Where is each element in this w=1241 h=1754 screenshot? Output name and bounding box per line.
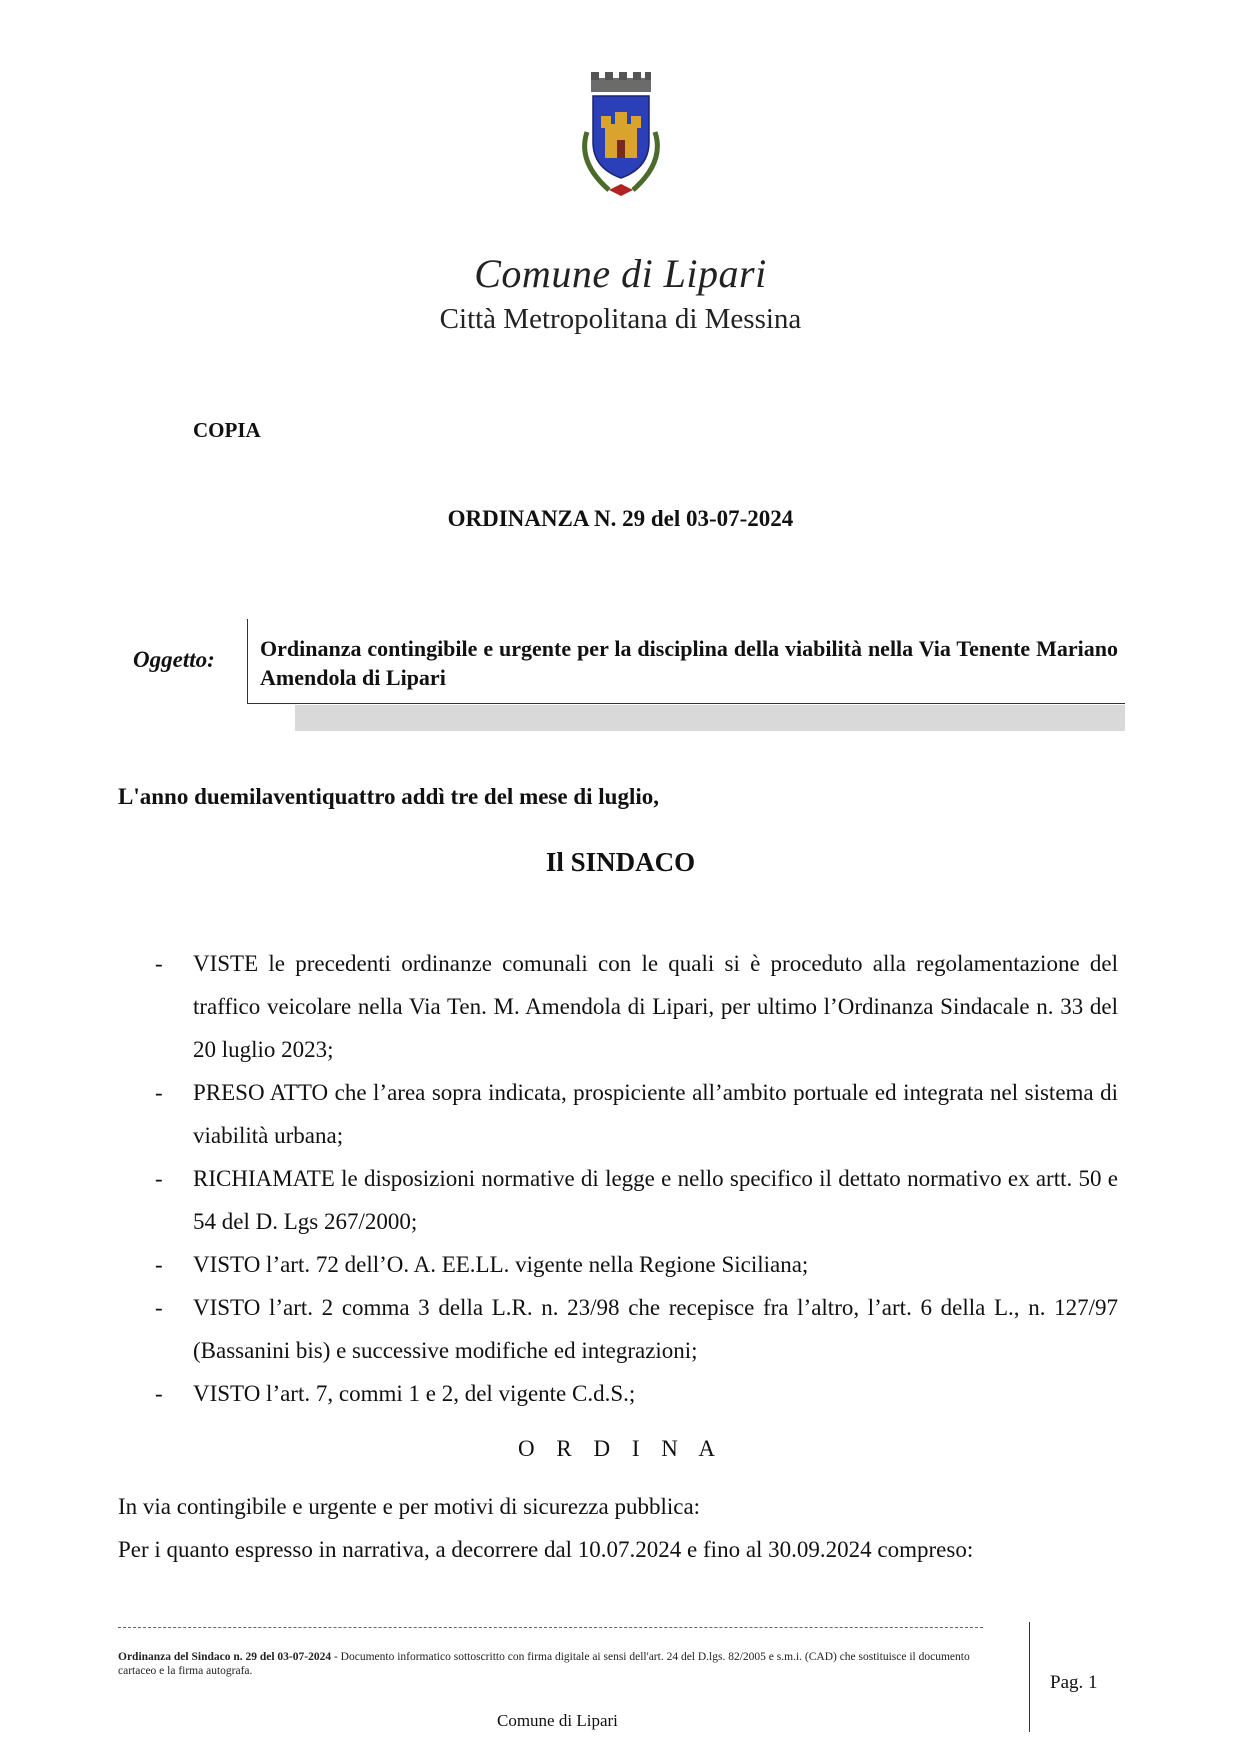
list-item-text: VISTE le precedenti ordinanze comunali con le quali si è proceduto alla regolamentazione del traffico veicolare nella Via Ten. M. Amendola di Lipari, per ultimo l’Ordinanza Sindacale n. 33 del 20 luglio 2023;	[193, 951, 1118, 1062]
list-item	[155, 1071, 1118, 1157]
list-item-text: PRESO ATTO che l’area sopra indicata, prospiciente all’ambito portuale ed integrata nel sistema di viabilità urbana;	[193, 1080, 1118, 1148]
citta-metropolitana: Città Metropolitana di Messina	[439, 303, 802, 335]
footer-comune: Comune di Lipari	[497, 1711, 618, 1730]
list-item	[155, 1157, 1118, 1243]
sindaco-heading: Il SINDACO	[545, 847, 696, 877]
footer-vertical-divider	[1029, 1622, 1030, 1732]
comune-title: Comune di Lipari	[474, 251, 767, 296]
list-dash: -	[155, 951, 163, 976]
intro-line: L'anno duemilaventiquattro addì tre del mese di luglio,	[118, 784, 659, 809]
copia-label: COPIA	[193, 418, 261, 442]
list-dash: -	[155, 1080, 163, 1105]
list-item-text: VISTO l’art. 7, commi 1 e 2, del vigente C.d.S.;	[193, 1381, 636, 1406]
oggetto-shadow	[295, 705, 1125, 731]
footer-divider	[118, 1627, 983, 1628]
footer-ref-text: - Documento informatico sottoscritto con firma digitale ai sensi dell'art. 24 del D.lgs. 82/2005 e s.m.i. (CAD) che sostituisce il documento cartaceo e la firma autografa.	[118, 1651, 970, 1677]
list-item-text: RICHIAMATE le disposizioni normative di legge e nello specifico il dettato normativo ex artt. 50 e 54 del D. Lgs 267/2000;	[193, 1166, 1118, 1234]
oggetto-label: Oggetto:	[133, 647, 215, 672]
page-number: Pag. 1	[1050, 1672, 1098, 1693]
considerations-list	[155, 942, 1118, 1415]
body-line-2: Per i quanto espresso in narrativa, a decorrere dal 10.07.2024 e fino al 30.09.2024 compreso:	[118, 1537, 974, 1562]
list-item-text: VISTO l’art. 2 comma 3 della L.R. n. 23/98 che recepisce fra l’altro, l’art. 6 della L., n. 127/97 (Bassanini bis) e successive modifiche ed integrazioni;	[193, 1295, 1118, 1363]
oggetto-text: Ordinanza contingibile e urgente per la disciplina della viabilità nella Via Tenente Mariano Amendola di Lipari	[260, 636, 1118, 690]
list-dash: -	[155, 1295, 163, 1320]
list-dash: -	[155, 1381, 163, 1406]
body-line-1: In via contingibile e urgente e per motivi di sicurezza pubblica:	[118, 1494, 701, 1519]
footer-note	[118, 1650, 1008, 1678]
list-item	[155, 1286, 1118, 1372]
list-item	[155, 1372, 1118, 1415]
list-dash: -	[155, 1166, 163, 1191]
list-item	[155, 942, 1118, 1071]
ordina-heading: O R D I N A	[518, 1436, 723, 1461]
list-item	[155, 1243, 1118, 1286]
list-dash: -	[155, 1252, 163, 1277]
list-item-text: VISTO l’art. 72 dell’O. A. EE.LL. vigente nella Regione Siciliana;	[193, 1252, 809, 1277]
coat-of-arms-icon	[569, 72, 673, 202]
ordinanza-title: ORDINANZA N. 29 del 03-07-2024	[447, 506, 794, 531]
footer-ref-bold: Ordinanza del Sindaco n. 29 del 03-07-2024	[118, 1651, 332, 1663]
